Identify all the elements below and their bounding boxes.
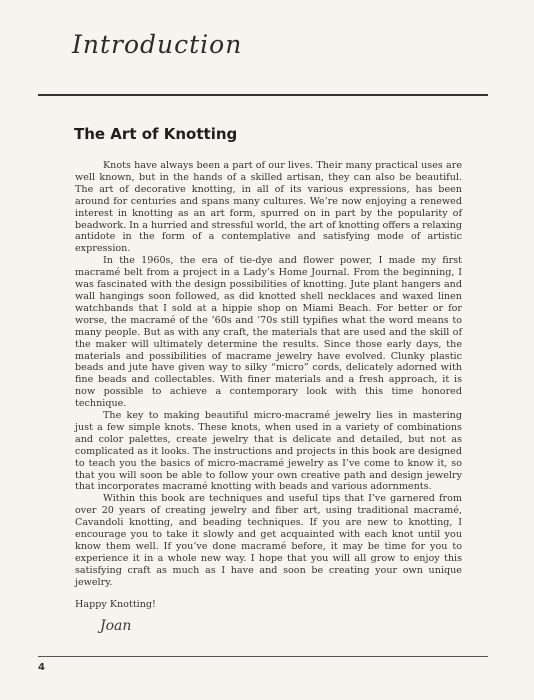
body-text — [75, 160, 462, 589]
signature: Joan — [100, 618, 132, 634]
header-divider — [38, 94, 488, 96]
paragraph: The key to making beautiful micro-macramé jewelry lies in mastering just a few simple knots. These knots, when used in a variety of combinations and color palettes, create jewelry that is delicate and detailed, but not as complicated as it looks. The instructions and projects in this book are designed to teach you the basics of micro-macramé jewelry as I’ve come to know it, so that you will soon be able to follow your own creative path and design jewelry that incorporates macramé knotting with beads and various adornments. — [75, 410, 462, 493]
paragraph: In the 1960s, the era of tie-dye and flower power, I made my first macramé belt from a project in a Lady’s Home Journal. From the beginning, I was fascinated with the design possibilities of knotting. Jute plant hangers and wall hangings soon followed, as did knotted shell necklaces and waxed linen watchbands that I sold at a hippie shop on Miami Beach. For better or for worse, the macramé of the ’60s and ’70s still typifies what the word means to many people. But as with any craft, the materials that are used and the skill of the maker will ultimately determine the results. Since those early days, the materials and possibilities of macrame jewelry have evolved. Clunky plastic beads and jute have given way to silky “micro” cords, delicately adorned with fine beads and collectables. With finer materials and a fresh approach, it is now possible to achieve a contemporary look with this time honored technique. — [75, 255, 462, 410]
section-title: The Art of Knotting — [74, 125, 238, 143]
paragraph: Within this book are techniques and useful tips that I’ve garnered from over 20 years of creating jewelry and fiber art, using traditional macramé, Cavandoli knotting, and beading techniques. If you are new to knotting, I encourage you to take it slowly and get acquainted with each knot until you know them well. If you’ve done macramé before, it may be time for you to experience it in a whole new way. I hope that you will all grow to enjoy this satisfying craft as much as I have and soon be creating your own unique jewelry. — [75, 493, 462, 588]
closing-line: Happy Knotting! — [75, 599, 156, 610]
page-number: 4 — [38, 662, 45, 673]
paragraph: Knots have always been a part of our lives. Their many practical uses are well known, but in the hands of a skilled artisan, they can also be beautiful. The art of decorative knotting, in all of its various expressions, has been around for centuries and spans many cultures. We’re now enjoying a renewed interest in knotting as an art form, spurred on in part by the popularity of beadwork. In a hurried and stressful world, the art of knotting offers a relaxing antidote in the form of a contemplative and satisfying mode of artistic expression. — [75, 160, 462, 255]
footer-divider — [38, 656, 488, 657]
chapter-title: Introduction — [72, 30, 243, 59]
